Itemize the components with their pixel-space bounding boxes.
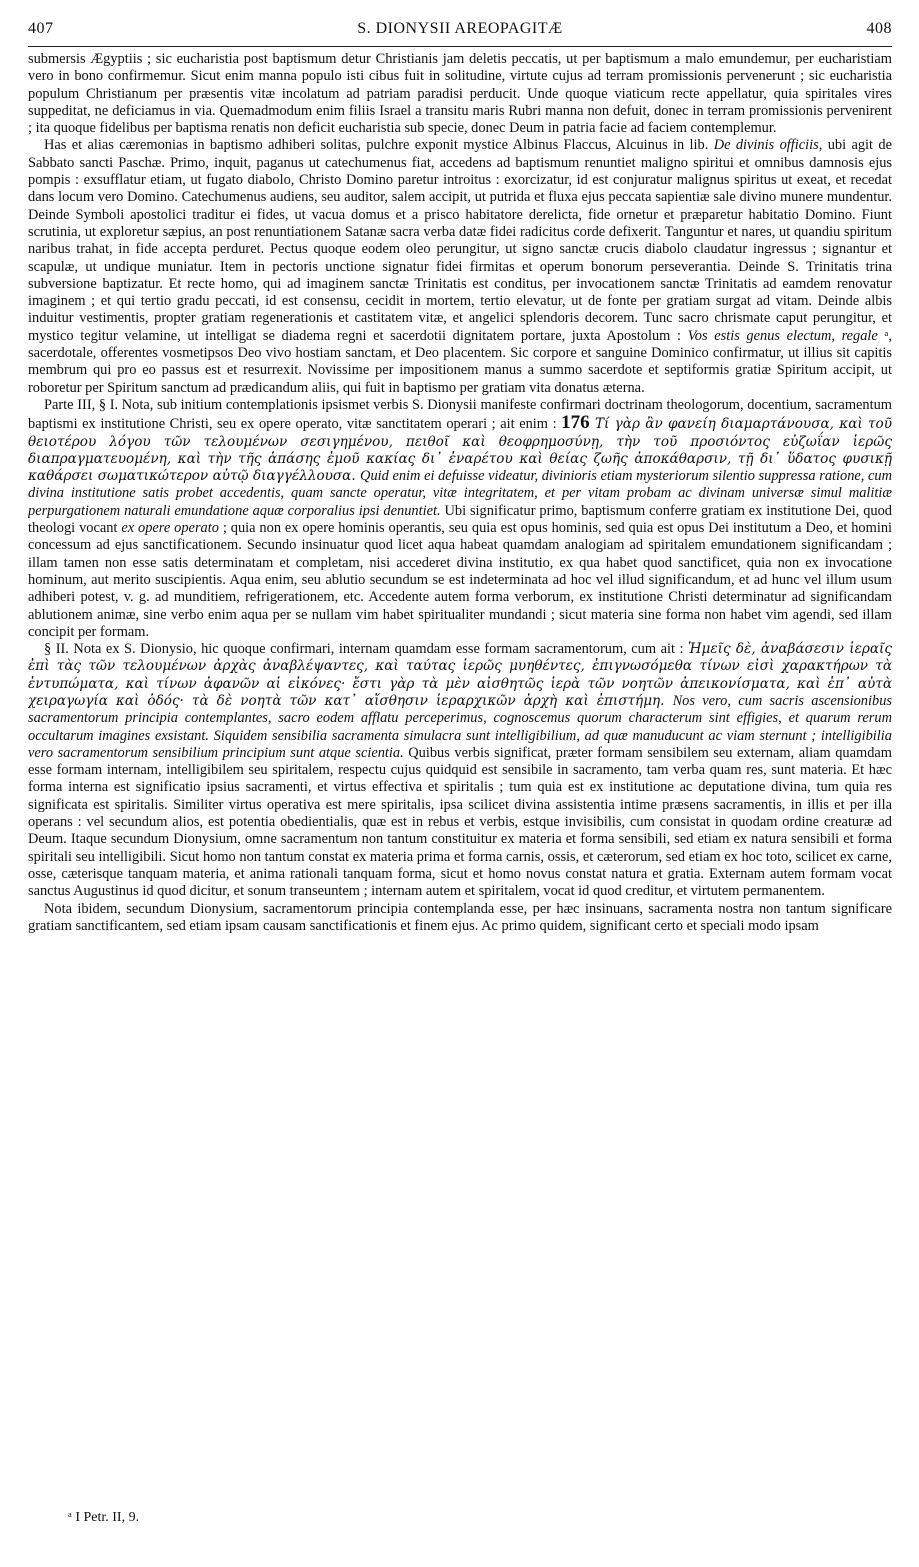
running-title: S. DIONYSII AREOPAGITÆ	[357, 20, 563, 37]
text-run: Quibus verbis significat, præter formam sensibilem seu externam, aliam quamdam esse formam internam, intelligibilem seu spiritalem, respectu cujus quidquid est sensibile in sacramento, tam verba quam res, sunt materia. Et hæc forma interna est significatio ipsius sacramenti, et virtus effectiva et spiritalis ; tum quia est ex institutione ac deputatione divina, tum quia res significata est spiritalis. Similiter virtus operativa est mere spiritalis, ipsa scilicet divina assistentia intime præsens sacramentis, in illis et per illa operans : vel secundum alios, est potentia obedientialis, quæ est in rebus et verbis, estque invisibilis, cum consistat in quodam ordine creaturæ ad Deum. Itaque secundum Dionysium, omne sacramentum non tantum constituitur ex materia et forma sensibili, sed etiam ex natura sensibili et forma spiritali seu intelligibili. Sicut homo non tantum constat ex materia prima et forma carnis, ossis, et cæterorum, sed etiam ex hoc toto, scilicet ex carne, osse, cæterisque tanquam materia, et anima rationali tanquam forma, sicut et homo novus constat natura et gratia. Externam autem formam vocat sanctus Augustinus id quod dicitur, et sonum transeuntem ; internam autem et spiritalem, vocat id quod creditur, et virtutem permanentem.	[28, 744, 892, 900]
text-run: Ubi significatur primo, baptismum conferre gratiam ex institutione Dei, quod theologi vocant	[28, 502, 892, 537]
greek-text-run: Ἡμεῖς δὲ, ἀναβάσεσιν ἱεραῖς ἐπὶ τὰς τῶν τελουμένων ἀρχὰς ἀναβλέψαντες, καὶ ταύτας ἱερῶς μυηθέντες, ἐπιγνωσόμεθα τίνων εἰσὶ χαρακτήρων τὰ ἐντυπώματα, καὶ τίνων ἀφανῶν αἱ εἰκόνες· ἔστι γὰρ τὰ μὲν αἰσθητῶς ἱερὰ τῶν νοητῶν ἀπεικονίσματα, καὶ ἐπ᾽ αὐτὰ χειραγωγία καὶ ὁδός· τὰ δὲ νοητὰ τῶν κατ᾽ αἴσθησιν ἱεραρχικῶν ἀρχὴ καὶ ἐπιστήμη.	[28, 641, 892, 709]
paragraph	[28, 901, 892, 936]
text-run: Has et alias cæremonias in baptismo adhiberi solitas, pulchre exponit mystice Albinus Flaccus, Alcuinus in lib.	[44, 137, 714, 154]
text-run: , ubi agit de Sabbato sancti Paschæ. Primo, inquit, paganus ut catechumenus fiat, accedens ad baptismum renuntiet maligno spiritui et omnibus damnosis ejus pompis : exsufflatur etiam, ut fugato diabolo, Christo Domino paretur introitus : exorcizatur, id est conjuratur malignus spiritus ut exeat, et recedat dans locum vero Domino. Catechumenus audiens, seu auditor, salem accipit, ut putrida et fluxa ejus peccata sapientiæ sale divino munere mundentur. Deinde Symboli apostolici traditur ei fides, ut vacua domus et a prisco habitatore derelicta, fide ornetur et præparetur habitatio Domino. Fiunt scrutinia, ut exploretur sæpius, an post renuntiationem Satanæ sacra verba datæ fidei radicitus corde defixerit. Tanguntur et nares, ut quandiu spiritum naribus trahat, in fide accepta perduret. Pectus quoque eodem oleo perungitur, ut signo sanctæ crucis diabolo claudatur ingressus ; signantur et scapulæ, ut undique muniatur. Item in pectoris unctione signatur fidei firmitas et operum bonorum perseverantia. Deinde S. Trinitatis trina subversione baptizatur. Et recte homo, qui ad imaginem sanctæ Trinitatis est conditus, per invocationem sanctæ Trinitatis ad eamdem renovatur imaginem ; et qui tertio gradu peccati, id est consensu, cecidit in mortem, tertio elevatur, ut de fonte per gratiam surgat ad vitam. Deinde albis induitur vestimentis, propter gratiam regenerationis et castitatem vitæ, et angelici splendoris decorem. Tunc sacro chrismate caput perungitur, et mystico tegitur velamine, ut intelligat se diadema regni et sacerdotii dignitatem portare, juxta Apostolum :	[28, 137, 892, 344]
paragraph	[28, 51, 892, 137]
greek-text-run: Τί γὰρ ἂν φανείη διαμαρτάνουσα, καὶ τοῦ θειοτέρου λόγου τῶν τελουμένων σεσιγημένου, πειθοῖ καὶ θεοφρημοσύνῃ, τὴν τοῦ προσιόντος εὐζωΐαν ἱερῶς διαπραγματευομένη, καὶ τὴν τῆς ἁπάσης ἐμοῦ κακίας δι᾽ ἐναρέτου καὶ θείας ζωῆς ἀποκάθαρσιν, τῇ δι᾽ ὕδατος φυσικῇ καθάρσει σωματικώτερον αὐτῷ διαγγέλλουσα.	[28, 416, 892, 485]
italic-text-run: Quid enim ei defuisse videatur, divinioris etiam mysteriorum silentio suppressa ratione, cum divina institutione satis probet accedentis, quam sancte operatur, vitæ integritatem, et per vitam probam ac divinam universæ simul malitiæ perpurgationem naturali emundatione aquæ corporalius ipsi denuntiet.	[28, 468, 892, 519]
text-run: ; quia non ex opere hominis operantis, seu quia est opus hominis, sed quia est opus Dei institutum a Deo, et homini concessum ad ejus sanctificationem. Secundo insinuatur quod licet aqua habeat quamdam analogiam ad spiritalem emundationem significandam ; illam tamen non esse satis determinatam et completam, nisi accederet divina institutio, ex qua habet quod sanctificet, quia non ex invocatione hominum, aut merito suscipientis. Aqua enim, seu ablutio secundum se est indeterminata ad hoc vel illud significandum, et ad hunc vel illum usum adhiberi potest, v. g. ad munditiem, refrigerationem, etc. Accedente autem forma verborum, ex institutione Christi determinatur ad significandam ablutionem animæ, sine verbo enim aqua per se nullam vim habet spiritualiter mundandi ; sicut materia sine forma non habet vim agendi, sed illam concipit per formam.	[28, 520, 892, 640]
page-number-left: 407	[28, 20, 54, 37]
italic-text-run: De divinis officiis	[713, 137, 819, 154]
text-run: § II. Nota ex S. Dionysio, hic quoque confirmari, internam quamdam esse formam sacramentorum, cum ait :	[44, 641, 689, 658]
text-run: Parte III, § I. Nota, sub initium contemplationis ipsismet verbis S. Dionysii manifeste confirmari doctrinam theologorum, docentium, sacramentum baptismi ex institutione Christi, seu ex opere operato, vitæ sanctitatem operari ; ait enim :	[28, 396, 892, 433]
section-number: 176	[561, 412, 590, 434]
text-run: Nota ibidem, secundum Dionysium, sacramentorum principia contemplanda esse, per hæc insinuans, sacramenta nostra non tantum significare gratiam sanctificantem, sed etiam ipsam causam sanctificationis et finem ejus. Ac primo quidem, significant certo et speciali modo ipsam	[28, 900, 892, 934]
text-run: ᵃ, sacerdotale, offerentes vosmetipsos Deo vivo hostiam sanctam, et Deo placentem. Sic corpore et sanguine Dominico confirmatur, ut illius sit capitis membrum qui pro eo passus est et resurrexit. Novissime per impositionem manus a summo sacerdote et septiformis gratiæ Spiritum accipit, ut roboretur per Spiritum sanctum ad prædicandum aliis, qui fuit in baptismo per gratiam vita donatus æterna.	[28, 327, 892, 396]
italic-text-run: Nos vero, cum sacris ascensionibus sacramentorum principia contemplantes, sacro eodem afflatu perceperimus, cognoscemus quorum characterum sint effigies, et quarum rerum occultarum imagines exsistant. Siquidem sensibilia sacramenta simulacra sunt intelligibilium, ad quæ manuducunt ac viam sternunt ; intelligibilia vero sacramentorum sensibilium principium sunt atque scientia.	[28, 692, 892, 761]
italic-text-run: ex opere operato	[121, 520, 219, 537]
paragraph	[28, 137, 892, 396]
italic-text-run: Vos estis genus electum, regale	[687, 327, 878, 344]
text-body	[28, 51, 892, 935]
document-page	[28, 18, 892, 1548]
footnote: ᵃ I Petr. II, 9.	[68, 1510, 140, 1525]
running-header	[28, 18, 892, 47]
page-number-right: 408	[866, 20, 892, 37]
text-run: submersis Ægyptiis ; sic eucharistia post baptismum detur Christianis jam deletis peccatis, ut per baptismum a malo emundemur, per eucharistiam vero in bono confirmemur. Sicut enim manna populo isti cibus fuit in solitudine, virtute cujus ad terram promissionis pervenerunt ; sic eucharistia populum Christianum per præsentis vitæ incolatum ad patriam paradisi perducit. Unde quoque viaticum recte appellatur, quia spiritales vires suppeditat, ne deficiamus in via. Quemadmodum enim filiis Israel a transitu maris Rubri manna non defuit, donec in terram promissionis pervenirent ; ita quoque fidelibus per baptisma renatis non deficit eucharistia sub specie, donec Deum in patria facie ad faciem contemplemur.	[28, 51, 892, 137]
paragraph	[28, 397, 892, 641]
paragraph	[28, 641, 892, 900]
